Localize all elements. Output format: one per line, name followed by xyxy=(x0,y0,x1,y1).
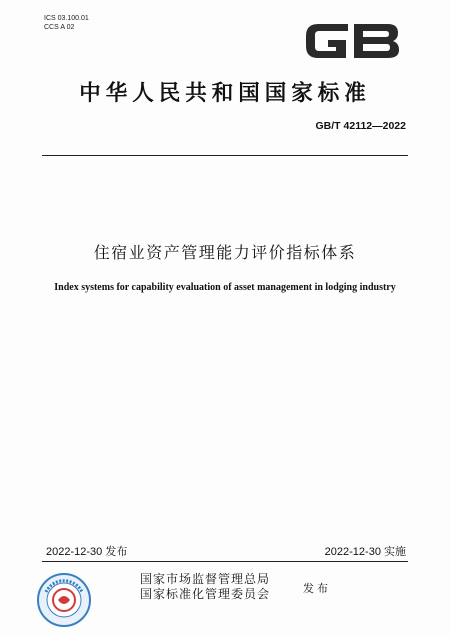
bottom-divider xyxy=(42,561,408,562)
gb-logo-icon xyxy=(300,16,404,66)
publisher-seal-icon xyxy=(36,572,92,628)
document-title-english: Index systems for capability evaluation of asset management in lodging industry xyxy=(54,282,396,293)
ics-code: ICS 03.100.01 xyxy=(44,15,89,22)
issuer-sac: 国家标准化管理委员会 xyxy=(140,587,271,601)
implementation-date: 2022-12-30 实施 xyxy=(324,546,406,558)
standard-category-heading: 中华人民共和国国家标准 xyxy=(79,81,371,106)
document-title-chinese: 住宿业资产管理能力评价指标体系 xyxy=(93,243,357,262)
issuing-authorities xyxy=(140,572,270,602)
standard-number: GB/T 42112—2022 xyxy=(315,120,406,132)
issue-date: 2022-12-30 发布 xyxy=(46,546,128,558)
ccs-code: CCS A 02 xyxy=(44,24,75,31)
publish-label: 发布 xyxy=(303,582,331,595)
top-divider xyxy=(42,155,408,156)
issuer-samr: 国家市场监督管理总局 xyxy=(140,572,271,586)
classification-codes xyxy=(44,14,89,32)
